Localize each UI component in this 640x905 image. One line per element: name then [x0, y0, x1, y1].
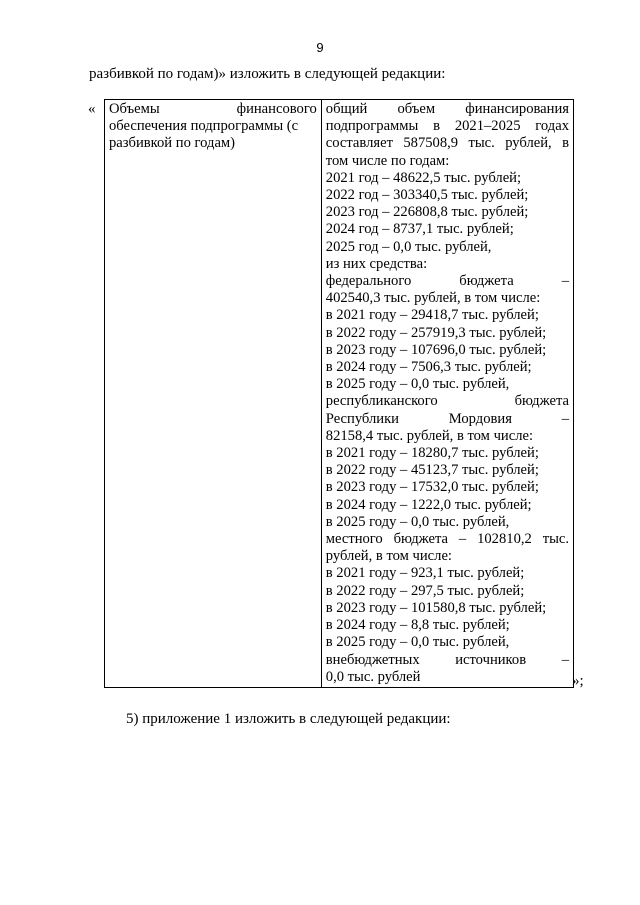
parameter-name-line: Объемы финансового	[109, 101, 317, 117]
value-line: в 2021 году – 923,1 тыс. рублей;	[325, 565, 525, 582]
value-line: 2022 год – 303340,5 тыс. рублей;	[325, 187, 529, 204]
value-line: федерального бюджета –	[325, 273, 569, 290]
intro-paragraph: разбивкой по годам)» изложить в следующей редакции:	[89, 66, 446, 82]
value-line: 0,0 тыс. рублей	[325, 668, 421, 685]
value-line: 402540,3 тыс. рублей, в том числе:	[325, 290, 541, 307]
page-number: 9	[316, 40, 324, 55]
value-line: том числе по годам:	[325, 152, 450, 169]
value-line: республиканского бюджета	[325, 393, 569, 410]
opening-quote: «	[88, 101, 96, 117]
financing-table	[104, 99, 574, 688]
value-line: в 2025 году – 0,0 тыс. рублей,	[325, 634, 510, 651]
value-line: внебюджетных источников –	[325, 651, 569, 668]
value-line: составляет 587508,9 тыс. рублей, в	[325, 135, 569, 152]
table-row	[105, 100, 574, 688]
value-line: в 2021 году – 18280,7 тыс. рублей;	[325, 445, 539, 462]
value-line: в 2024 году – 7506,3 тыс. рублей;	[325, 359, 532, 376]
parameter-name-cell	[105, 100, 322, 688]
value-line: 2021 год – 48622,5 тыс. рублей;	[325, 169, 522, 186]
value-line: в 2022 году – 257919,3 тыс. рублей;	[325, 324, 547, 341]
value-line: в 2023 году – 107696,0 тыс. рублей;	[325, 341, 547, 358]
value-line: общий объем финансирования	[325, 101, 569, 117]
value-line: в 2023 году – 101580,8 тыс. рублей;	[325, 599, 547, 616]
closing-quote: »;	[572, 673, 584, 689]
value-line: 2023 год – 226808,8 тыс. рублей;	[325, 204, 529, 221]
value-line: подпрограммы в 2021–2025 годах	[325, 118, 569, 135]
value-line: 2025 год – 0,0 тыс. рублей,	[325, 238, 492, 255]
value-line: в 2025 году – 0,0 тыс. рублей,	[325, 513, 510, 530]
value-line: в 2022 году – 45123,7 тыс. рублей;	[325, 462, 539, 479]
value-line: 82158,4 тыс. рублей, в том числе:	[325, 427, 534, 444]
value-line: рублей, в том числе:	[325, 548, 452, 565]
parameter-value-cell	[321, 100, 573, 688]
value-line: в 2023 году – 17532,0 тыс. рублей;	[325, 479, 539, 496]
parameter-name-line: обеспечения подпрограммы (с	[109, 118, 299, 135]
value-line: в 2022 году – 297,5 тыс. рублей;	[325, 582, 525, 599]
value-line: 2024 год – 8737,1 тыс. рублей;	[325, 221, 514, 238]
value-line: Республики Мордовия –	[325, 410, 569, 427]
value-line: в 2024 году – 1222,0 тыс. рублей;	[325, 496, 532, 513]
next-item-paragraph: 5) приложение 1 изложить в следующей редакции:	[126, 711, 451, 727]
value-line: в 2025 году – 0,0 тыс. рублей,	[325, 376, 510, 393]
value-line: из них средства:	[325, 255, 428, 272]
value-line: местного бюджета – 102810,2 тыс.	[325, 531, 569, 548]
parameter-name-line: разбивкой по годам)	[109, 135, 236, 152]
value-line: в 2021 году – 29418,7 тыс. рублей;	[325, 307, 539, 324]
value-line: в 2024 году – 8,8 тыс. рублей;	[325, 617, 510, 634]
